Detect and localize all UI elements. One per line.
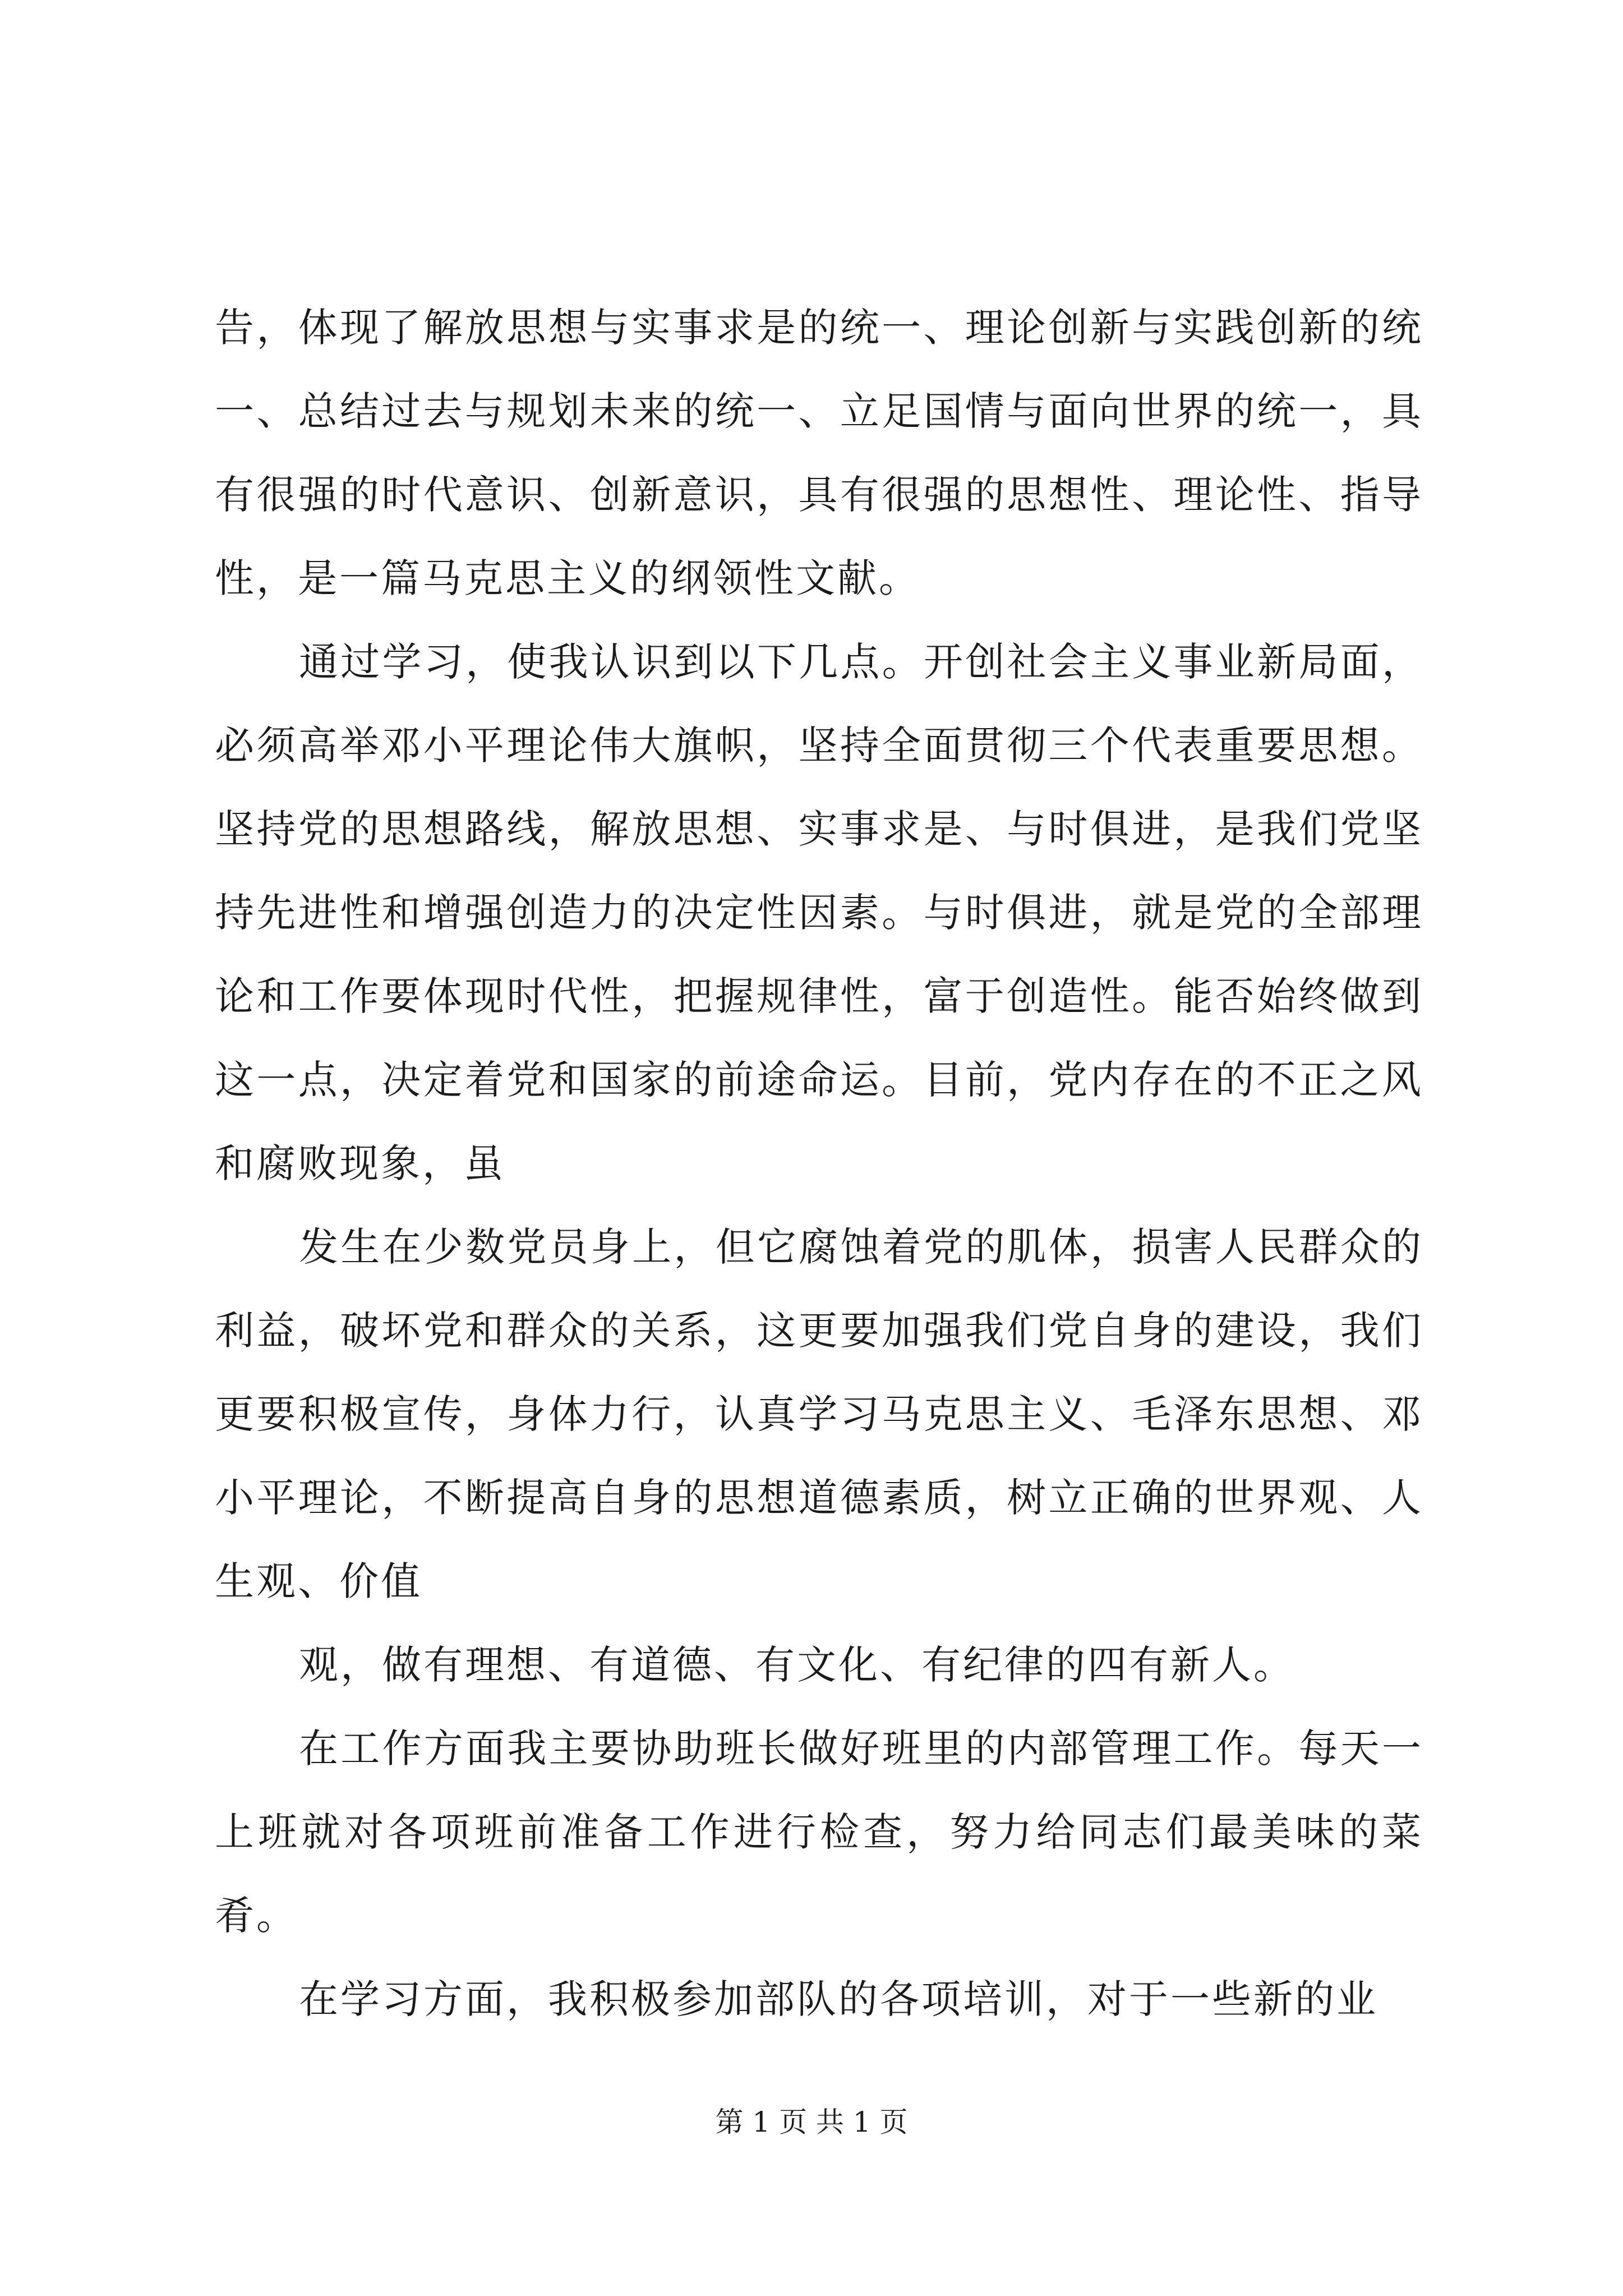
page-footer: 第 1 页 共 1 页: [715, 2106, 908, 2138]
paragraph-2: 通过学习，使我认识到以下几点。开创社会主义事业新局面，必须高举邓小平理论伟大旗帜，坚持全面贯彻三个代表重要思想。坚持党的思想路线，解放思想、实事求是、与时俱进，是我们党坚持先进性和增强创造力的决定性因素。与时俱进，就是党的全部理论和工作要体现时代性，把握规律性，富于创造性。能否始终做到这一点，决定着党和国家的前途命运。目前，党内存在的不正之风和腐败现象，虽: [215, 639, 1423, 1186]
paragraph-5: 在工作方面我主要协助班长做好班里的内部管理工作。每天一上班就对各项班前准备工作进行检查，努力给同志们最美味的菜肴。: [215, 1726, 1423, 1939]
paragraph-6: 在学习方面，我积极参加部队的各项培训，对于一些新的业: [299, 1976, 1378, 2022]
document-body: [215, 286, 1423, 2041]
paragraph-4: 观，做有理想、有道德、有文化、有纪律的四有新人。: [299, 1642, 1295, 1688]
paragraph-1: 告，体现了解放思想与实事求是的统一、理论创新与实践创新的统一、总结过去与规划未来的统一、立足国情与面向世界的统一，具有很强的时代意识、创新意识，具有很强的思想性、理论性、指导性，是一篇马克思主义的纲领性文献。: [215, 305, 1423, 601]
paragraph-3: 发生在少数党员身上，但它腐蚀着党的肌体，损害人民群众的利益，破坏党和群众的关系，这更要加强我们党自身的建设，我们更要积极宣传，身体力行，认真学习马克思主义、毛泽东思想、邓小平理论，不断提高自身的思想道德素质，树立正确的世界观、人生观、价值: [215, 1224, 1423, 1604]
